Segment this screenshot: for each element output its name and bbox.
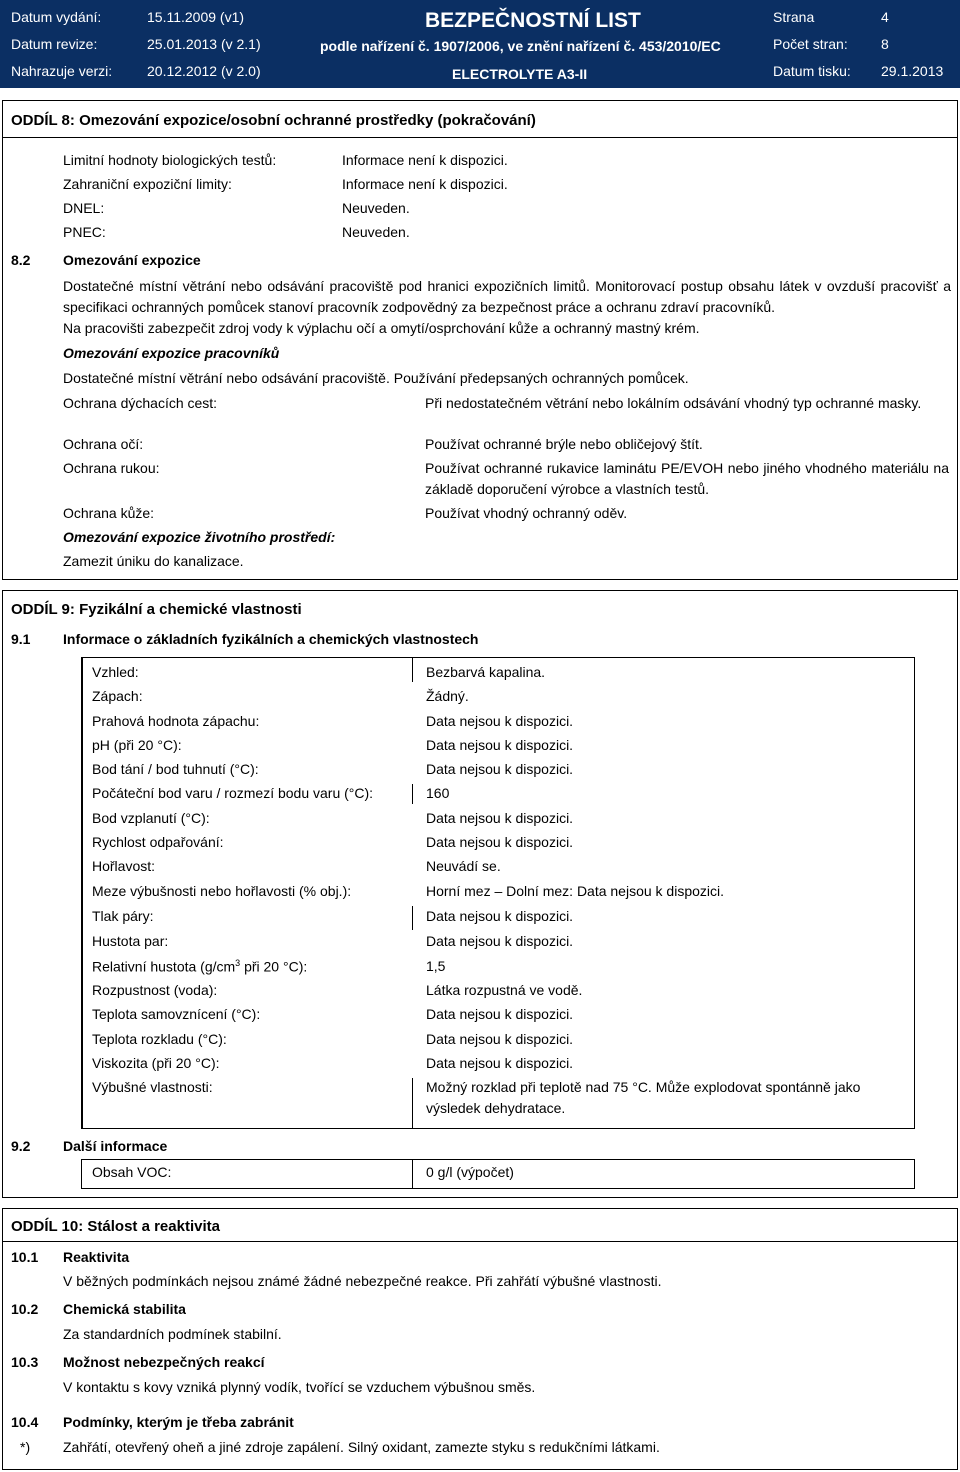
- limit-value: Informace není k dispozici.: [342, 176, 508, 192]
- divider: [412, 1160, 413, 1188]
- property-value: Data nejsou k dispozici.: [426, 737, 574, 753]
- property-label: Tlak páry:: [92, 908, 154, 924]
- property-row: [82, 1051, 916, 1075]
- property-row: [82, 733, 916, 757]
- subsection-text: V běžných podmínkách nejsou známé žádné nebezpečné reakce. Při zahřátí výbušné vlastnosti.: [63, 1273, 662, 1289]
- property-label: Zápach:: [92, 688, 143, 704]
- property-row: [82, 1075, 916, 1125]
- section-8-title: ODDÍL 8: Omezování expozice/osobní ochranné prostředky (pokračování): [11, 112, 536, 129]
- protection-value: Používat ochranné brýle nebo obličejový štít.: [425, 436, 703, 452]
- limit-value: Informace není k dispozici.: [342, 152, 508, 168]
- environment-exposure-title: Omezování expozice životního prostředí:: [63, 529, 336, 545]
- workers-exposure-title: Omezování expozice pracovníků: [63, 345, 280, 361]
- property-row: [82, 954, 916, 978]
- property-value: Horní mez – Dolní mez: Data nejsou k dispozici.: [426, 883, 725, 899]
- property-value: Neuvádí se.: [426, 858, 501, 874]
- page-count-label: Počet stran:: [773, 36, 848, 52]
- section-9-title: ODDÍL 9: Fyzikální a chemické vlastnosti: [11, 601, 302, 618]
- property-label: Meze výbušnosti nebo hořlavosti (% obj.):: [92, 883, 352, 899]
- property-row: [82, 660, 916, 684]
- property-value: Data nejsou k dispozici.: [426, 713, 574, 729]
- subsection-text: Za standardních podmínek stabilní.: [63, 1326, 282, 1342]
- limit-value: Neuveden.: [342, 224, 410, 240]
- subsection-text: Zahřátí, otevřený oheň a jiné zdroje zapálení. Silný oxidant, zamezte styku s redukčními látkami.: [63, 1439, 660, 1455]
- issue-date-value: 15.11.2009 (v1): [147, 9, 245, 25]
- property-label: Počáteční bod varu / rozmezí bodu varu (°C):: [92, 785, 374, 801]
- property-value: Bezbarvá kapalina.: [426, 664, 546, 680]
- subsection-number: 10.4: [11, 1414, 39, 1430]
- protection-label: Ochrana rukou:: [63, 460, 160, 476]
- protection-label: Ochrana očí:: [63, 436, 144, 452]
- subsection-number: 8.2: [11, 252, 31, 268]
- subsection-number: 9.2: [11, 1138, 31, 1154]
- property-row: [82, 781, 916, 805]
- property-row: [82, 978, 916, 1002]
- subsection-number: 10.3: [11, 1354, 39, 1370]
- page-label: Strana: [773, 9, 815, 25]
- property-value: Data nejsou k dispozici.: [426, 810, 574, 826]
- property-value: Látka rozpustná ve vodě.: [426, 982, 583, 998]
- eye-wash-paragraph: Na pracovišti zabezpečit zdroj vody k výplachu očí a omytí/osprchování kůže a ochranný mastný krém.: [63, 320, 700, 336]
- property-value: Možný rozklad při teplotě nad 75 °C. Může explodovat spontánně jako výsledek dehydratace.: [426, 1079, 861, 1116]
- workers-exposure-text: Dostatečné místní větrání nebo odsávání pracoviště. Používání předepsaných ochranných pomůcek.: [63, 370, 689, 386]
- property-value: Data nejsou k dispozici.: [426, 933, 574, 949]
- property-row: [82, 904, 916, 928]
- property-value: Žádný.: [426, 688, 469, 704]
- property-label: Prahová hodnota zápachu:: [92, 713, 260, 729]
- property-row: [82, 1027, 916, 1051]
- property-label: Teplota rozkladu (°C):: [92, 1031, 227, 1047]
- property-label: Rozpustnost (voda):: [92, 982, 218, 998]
- page-count-value: 8: [881, 36, 889, 52]
- property-label: pH (při 20 °C):: [92, 737, 182, 753]
- subsection-title: Podmínky, kterým je třeba zabránit: [63, 1414, 294, 1430]
- property-row: [82, 854, 916, 878]
- voc-table: [81, 1159, 915, 1189]
- property-value: Data nejsou k dispozici.: [426, 1055, 574, 1071]
- protection-value: Používat ochranné rukavice laminátu PE/EVOH nebo jiného vhodného materiálu na základě doporučení výrobce a vlastních testů.: [425, 460, 949, 497]
- property-label: Bod tání / bod tuhnutí (°C):: [92, 761, 259, 777]
- property-row: [82, 806, 916, 830]
- subsection-title: Informace o základních fyzikálních a chemických vlastnostech: [63, 631, 479, 647]
- document-title: BEZPEČNOSTNÍ LIST: [425, 9, 641, 32]
- property-value: 1,5: [426, 958, 446, 974]
- property-label-text: Relativní hustota (g/cm: [92, 958, 236, 975]
- property-row: [82, 757, 916, 781]
- environment-exposure-text: Zamezit úniku do kanalizace.: [63, 553, 244, 569]
- subsection-title: Omezování expozice: [63, 252, 201, 268]
- page-value: 4: [881, 9, 889, 25]
- subsection-text: V kontaktu s kovy vzniká plynný vodík, tvořící se vzduchem výbušnou směs.: [63, 1379, 536, 1395]
- property-label: Vzhled:: [92, 664, 139, 680]
- replaces-value: 20.12.2012 (v 2.0): [147, 63, 261, 79]
- limit-label: PNEC:: [63, 224, 106, 240]
- property-row: [82, 879, 916, 903]
- revision-marker: *): [20, 1439, 31, 1455]
- property-value: Data nejsou k dispozici.: [426, 761, 574, 777]
- superscript-3: 3: [235, 958, 241, 968]
- print-date-label: Datum tisku:: [773, 63, 851, 79]
- subsection-number: 10.1: [11, 1249, 39, 1265]
- property-row: [82, 929, 916, 953]
- property-row: [82, 830, 916, 854]
- property-value: 160: [426, 785, 450, 801]
- protection-value: Při nedostatečném větrání nebo lokálním odsávání vhodný typ ochranné masky.: [425, 395, 922, 411]
- voc-label: Obsah VOC:: [92, 1164, 172, 1180]
- property-row: [82, 709, 916, 733]
- property-label: Hustota par:: [92, 933, 169, 949]
- property-row: [82, 684, 916, 708]
- protection-label: Ochrana kůže:: [63, 505, 155, 521]
- properties-table: [81, 657, 915, 1129]
- property-label: Teplota samovznícení (°C):: [92, 1006, 261, 1022]
- limit-label: Zahraniční expoziční limity:: [63, 176, 232, 192]
- subsection-title: Chemická stabilita: [63, 1301, 186, 1317]
- property-value: Data nejsou k dispozici.: [426, 834, 574, 850]
- property-row: [82, 1002, 916, 1026]
- property-label: [92, 958, 307, 975]
- exposure-paragraph: Dostatečné místní větrání nebo odsávání pracoviště pod hranici expozičních limitů. Monitorovací postup obsahu látek v ovzduší pracovišť a specifikaci ochranných pomůcek stanoví pracovník zodpovědný za bezpečnost práce a ochranu zdraví pracovníků.: [63, 278, 951, 315]
- protection-label: Ochrana dýchacích cest:: [63, 395, 218, 411]
- limit-value: Neuveden.: [342, 200, 410, 216]
- protection-value: Používat vhodný ochranný oděv.: [425, 505, 628, 521]
- property-label: Rychlost odpařování:: [92, 834, 224, 850]
- property-value: Data nejsou k dispozici.: [426, 1031, 574, 1047]
- document-header: [0, 0, 960, 88]
- subsection-title: Další informace: [63, 1138, 168, 1154]
- product-name: ELECTROLYTE A3-II: [452, 66, 588, 82]
- voc-value: 0 g/l (výpočet): [426, 1164, 514, 1180]
- revision-date-value: 25.01.2013 (v 2.1): [147, 36, 261, 52]
- subsection-number: 10.2: [11, 1301, 39, 1317]
- print-date-value: 29.1.2013: [881, 63, 944, 79]
- subsection-title: Reaktivita: [63, 1249, 130, 1265]
- property-label: Hořlavost:: [92, 858, 156, 874]
- limit-label: DNEL:: [63, 200, 105, 216]
- property-value: Data nejsou k dispozici.: [426, 1006, 574, 1022]
- replaces-label: Nahrazuje verzi:: [11, 63, 113, 79]
- property-value: Data nejsou k dispozici.: [426, 908, 574, 924]
- limit-label: Limitní hodnoty biologických testů:: [63, 152, 277, 168]
- subsection-title: Možnost nebezpečných reakcí: [63, 1354, 265, 1370]
- property-label-text: při 20 °C):: [240, 958, 308, 975]
- revision-date-label: Datum revize:: [11, 36, 98, 52]
- issue-date-label: Datum vydání:: [11, 9, 102, 25]
- property-label: Výbušné vlastnosti:: [92, 1079, 213, 1095]
- section-10-title: ODDÍL 10: Stálost a reaktivita: [11, 1218, 220, 1235]
- property-label: Bod vzplanutí (°C):: [92, 810, 210, 826]
- document-subtitle: podle nařízení č. 1907/2006, ve znění nařízení č. 453/2010/EC: [320, 38, 721, 54]
- property-label: Viskozita (při 20 °C):: [92, 1055, 220, 1071]
- subsection-number: 9.1: [11, 631, 31, 647]
